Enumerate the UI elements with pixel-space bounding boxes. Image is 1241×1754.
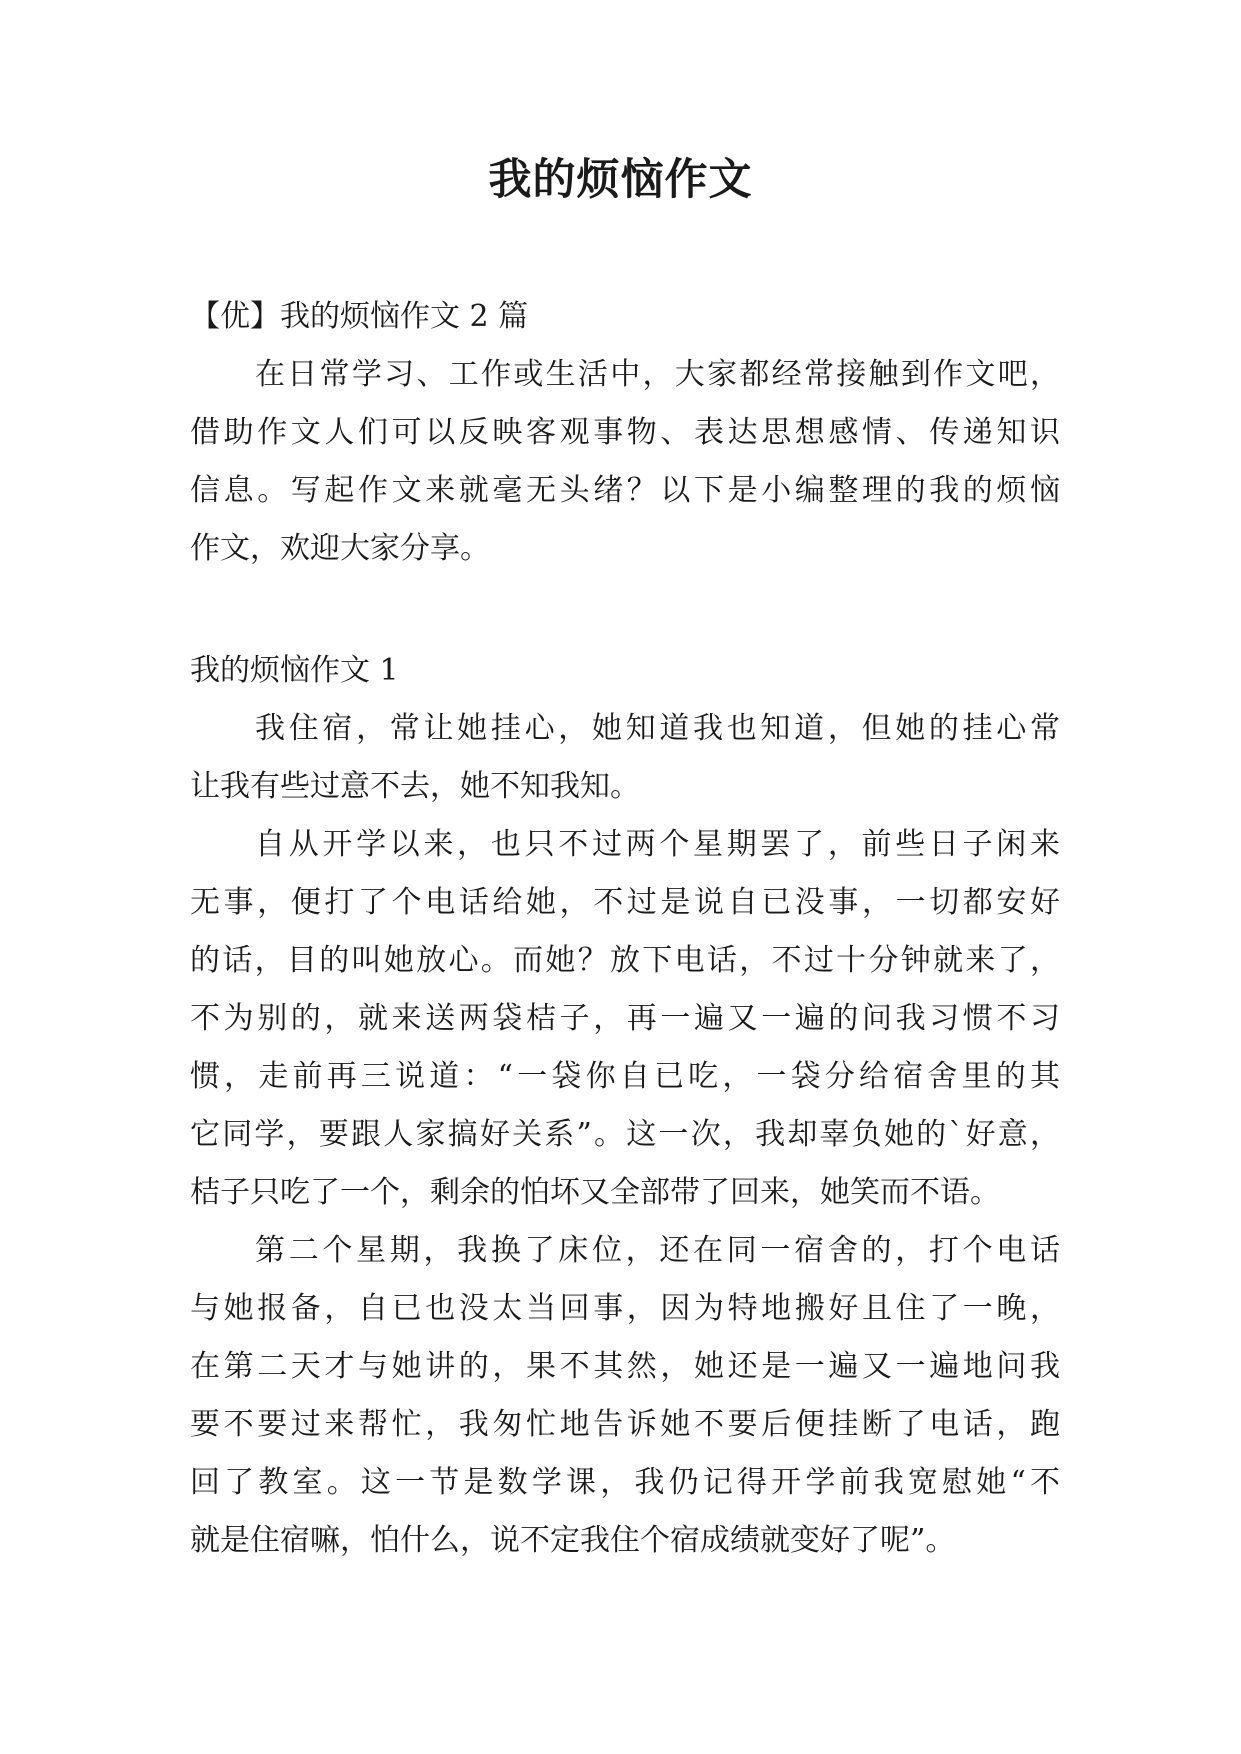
paragraph-line: 不为别的，就来送两袋桔子，再一遍又一遍的问我习惯不习 xyxy=(190,1001,1060,1036)
paragraph-line: 在第二天才与她讲的，果不其然，她还是一遍又一遍地问我 xyxy=(190,1349,1060,1384)
paragraph-line: 无事，便打了个电话给她，不过是说自已没事，一切都安好 xyxy=(190,885,1060,920)
essay1-paragraph-2 xyxy=(190,816,1060,1222)
essay1-paragraph-1 xyxy=(190,700,1060,816)
paragraph-line: 第二个星期，我换了床位，还在同一宿舍的，打个电话 xyxy=(255,1233,1060,1268)
paragraph-line: 要不要过来帮忙，我匆忙地告诉她不要后便挂断了电话，跑 xyxy=(190,1407,1060,1442)
paragraph-line: 的话，目的叫她放心。而她？放下电话，不过十分钟就来了， xyxy=(190,943,1060,978)
paragraph-line: 回了教室。这一节是数学课，我仍记得开学前我宽慰她“不 xyxy=(190,1465,1060,1500)
section-spacer xyxy=(190,578,1060,642)
document-body xyxy=(190,288,1060,1570)
essay1-paragraph-3 xyxy=(190,1222,1060,1570)
paragraph-line: 就是住宿嘛，怕什么，说不定我住个宿成绩就变好了呢”。 xyxy=(190,1523,956,1558)
paragraph-line: 它同学，要跟人家搞好关系”。这一次，我却辜负她的`好意， xyxy=(190,1117,1060,1152)
paragraph-line: 在日常学习、工作或生活中，大家都经常接触到作文吧， xyxy=(255,357,1060,392)
paragraph-line: 与她报备，自已也没太当回事，因为特地搬好且住了一晚， xyxy=(190,1291,1060,1326)
paragraph-line: 桔子只吃了一个，剩余的怕坏又全部带了回来，她笑而不语。 xyxy=(190,1175,1000,1210)
paragraph-line: 我住宿，常让她挂心，她知道我也知道，但她的挂心常 xyxy=(255,711,1060,746)
document-title: 我的烦恼作文 xyxy=(488,155,753,205)
paragraph-line: 自从开学以来，也只不过两个星期罢了，前些日子闲来 xyxy=(255,827,1060,862)
paragraph-line: 信息。写起作文来就毫无头绪？以下是小编整理的我的烦恼 xyxy=(190,473,1060,508)
essay1-heading: 我的烦恼作文 1 xyxy=(190,653,399,688)
paragraph-line: 让我有些过意不去，她不知我知。 xyxy=(190,769,640,804)
paragraph-line: 作文，欢迎大家分享。 xyxy=(190,531,490,566)
intro-heading: 【优】我的烦恼作文 2 篇 xyxy=(190,299,529,334)
paragraph-line: 惯，走前再三说道：“一袋你自已吃，一袋分给宿舍里的其 xyxy=(190,1059,1060,1094)
intro-paragraph xyxy=(190,346,1060,578)
paragraph-line: 借助作文人们可以反映客观事物、表达思想感情、传递知识 xyxy=(190,415,1060,450)
